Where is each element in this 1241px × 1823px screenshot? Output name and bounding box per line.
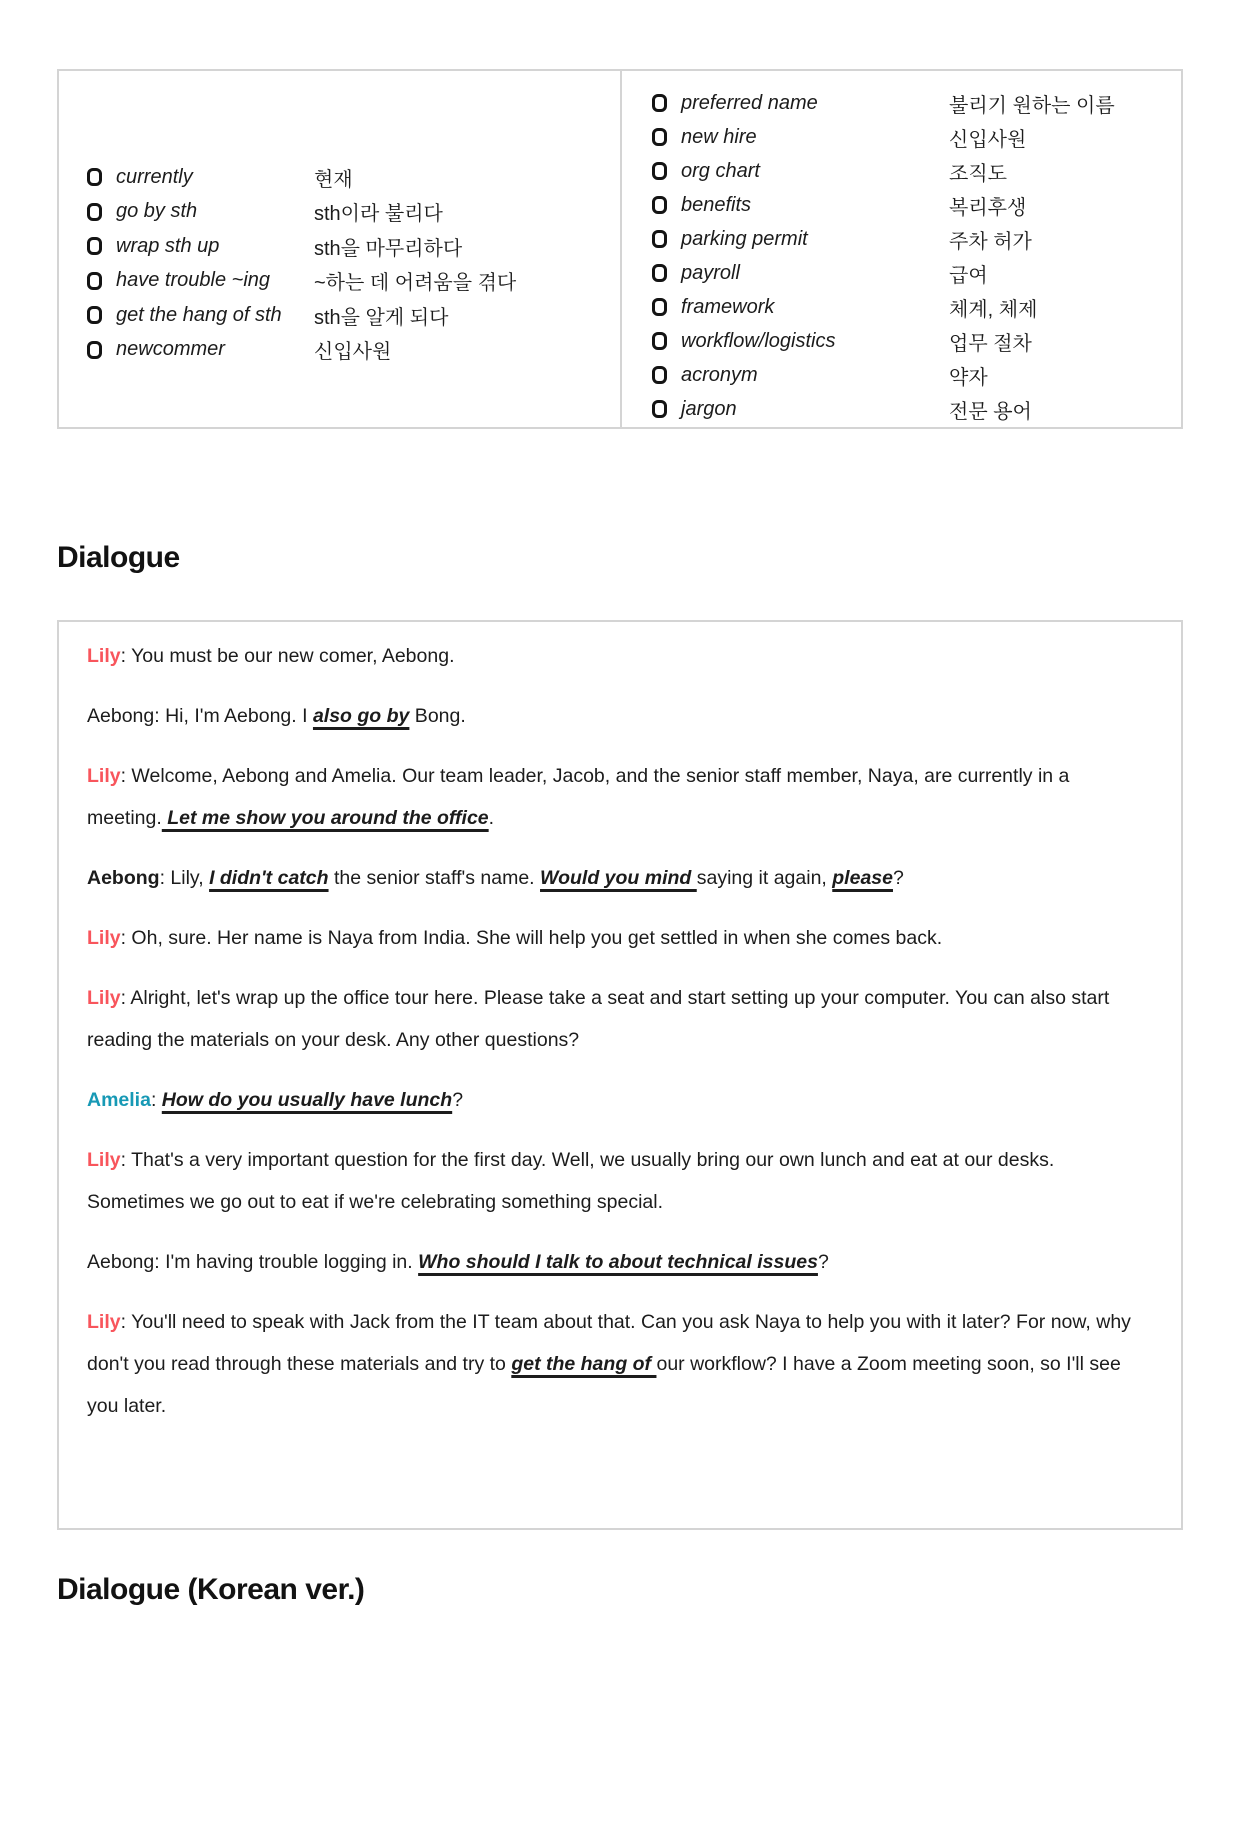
vocab-translation: sth이라 불리다 — [314, 203, 443, 226]
vocab-item — [652, 154, 1181, 188]
todo-checkbox-icon[interactable] — [652, 298, 667, 316]
speaker-name: Lily — [87, 987, 121, 1009]
vocab-translation: 전문 용어 — [949, 400, 1032, 423]
emphasized-phrase: please — [832, 867, 893, 889]
dialogue-text: : That's a very important question for the first day. Well, we usually bring our own lunch and eat at our desks. Sometimes we go out to eat if we're celebrating something special. — [87, 1149, 1055, 1213]
vocab-item — [652, 188, 1181, 222]
vocab-item — [652, 324, 1181, 358]
dialogue-line — [87, 695, 1149, 737]
emphasized-phrase: Who should I talk to about technical issues — [418, 1251, 818, 1273]
speaker-name: Lily — [87, 1311, 121, 1333]
vocab-term: newcommer — [116, 338, 225, 361]
vocab-term: preferred name — [681, 91, 818, 114]
vocab-translation: 신입사원 — [314, 341, 392, 364]
todo-checkbox-icon[interactable] — [652, 162, 667, 180]
speaker-name: Aebong — [87, 867, 160, 889]
emphasized-phrase: also go by — [312, 705, 410, 727]
todo-checkbox-icon[interactable] — [652, 196, 667, 214]
dialogue-line — [87, 755, 1149, 839]
dialogue-text: : You'll need to speak with Jack from the IT team about that. Can you ask Naya to help you with it later? For now, why don't you read through these materials and try to — [87, 1311, 1131, 1375]
vocab-translation: 신입사원 — [949, 128, 1027, 151]
vocab-term: get the hang of sth — [116, 303, 282, 326]
vocab-item — [652, 290, 1181, 324]
vocab-term: org chart — [681, 159, 760, 182]
vocab-term: framework — [681, 295, 775, 318]
vocab-translation: 현재 — [314, 168, 353, 191]
dialogue-text: : Lily, — [159, 867, 210, 889]
vocab-item — [87, 195, 620, 230]
vocab-term: acronym — [681, 363, 758, 386]
dialogue-line — [87, 917, 1149, 959]
emphasized-phrase: get the hang of — [511, 1353, 657, 1375]
vocab-term: parking permit — [681, 227, 808, 250]
emphasized-phrase: Would you mind — [540, 867, 697, 889]
dialogue-line — [87, 977, 1149, 1061]
todo-checkbox-icon[interactable] — [87, 203, 102, 221]
vocab-translation: 급여 — [949, 264, 988, 287]
dialogue-box — [57, 620, 1183, 1530]
vocab-column-left — [59, 71, 620, 427]
todo-checkbox-icon[interactable] — [87, 272, 102, 290]
emphasized-phrase: How do you usually have lunch — [161, 1089, 453, 1111]
dialogue-line — [87, 1139, 1149, 1223]
todo-checkbox-icon[interactable] — [652, 332, 667, 350]
todo-checkbox-icon[interactable] — [652, 366, 667, 384]
dialogue-text: : Alright, let's wrap up the office tour here. Please take a seat and start setting up your computer. You can also start reading the materials on your desk. Any other questions? — [87, 987, 1110, 1051]
vocab-translation: 약자 — [949, 366, 988, 389]
vocab-item — [87, 160, 620, 195]
todo-checkbox-icon[interactable] — [652, 400, 667, 418]
vocab-item — [87, 298, 620, 333]
vocab-term: jargon — [681, 397, 737, 420]
todo-checkbox-icon[interactable] — [87, 306, 102, 324]
vocab-item — [652, 86, 1181, 120]
vocab-item — [652, 120, 1181, 154]
dialogue-text: the senior staff's name. — [328, 867, 541, 889]
vocab-item — [87, 229, 620, 264]
dialogue-text: : You must be our new comer, Aebong. — [120, 645, 455, 667]
dialogue-text: our workflow? I have a Zoom meeting soon, so I'll see you later. — [87, 1353, 1121, 1417]
speaker-name: Lily — [87, 927, 121, 949]
dialogue-text: : — [150, 1089, 162, 1111]
dialogue-text: ? — [452, 1089, 464, 1111]
dialogue-korean-heading: Dialogue (Korean ver.) — [57, 1573, 365, 1606]
dialogue-line — [87, 1301, 1149, 1427]
speaker-name: Lily — [87, 765, 121, 787]
vocab-term: payroll — [681, 261, 740, 284]
vocab-translation: ~하는 데 어려움을 겪다 — [314, 272, 517, 295]
todo-checkbox-icon[interactable] — [87, 237, 102, 255]
dialogue-text: saying it again, — [696, 867, 833, 889]
emphasized-phrase: Let me show you around the office — [161, 807, 489, 829]
vocab-translation: 불리기 원하는 이름 — [949, 94, 1115, 117]
dialogue-line — [87, 1241, 1149, 1283]
vocab-translation: 업무 절차 — [949, 332, 1032, 355]
dialogue-heading: Dialogue — [57, 541, 180, 574]
dialogue-text: : Welcome, Aebong and Amelia. Our team leader, Jacob, and the senior staff member, Naya, are currently in a meeting. — [87, 765, 1070, 829]
vocab-item — [87, 264, 620, 299]
vocab-term: workflow/logistics — [681, 329, 836, 352]
todo-checkbox-icon[interactable] — [652, 264, 667, 282]
vocab-item — [652, 358, 1181, 392]
dialogue-line — [87, 1079, 1149, 1121]
emphasized-phrase: I didn't catch — [209, 867, 329, 889]
vocab-translation: 체계, 체제 — [949, 298, 1038, 321]
vocab-translation: 주차 허가 — [949, 230, 1032, 253]
todo-checkbox-icon[interactable] — [87, 341, 102, 359]
vocab-item — [652, 222, 1181, 256]
dialogue-text: ? — [817, 1251, 829, 1273]
dialogue-text: Aebong: Hi, I'm Aebong. I — [87, 705, 313, 727]
dialogue-text: Bong. — [409, 705, 466, 727]
vocab-translation: sth을 알게 되다 — [314, 306, 449, 329]
speaker-name: Amelia — [87, 1089, 151, 1111]
dialogue-text: . — [488, 807, 495, 829]
vocab-translation: 복리후생 — [949, 196, 1027, 219]
vocab-translation: 조직도 — [949, 162, 1007, 185]
vocab-term: currently — [116, 165, 193, 188]
vocab-term: new hire — [681, 125, 757, 148]
vocab-item — [652, 392, 1181, 426]
todo-checkbox-icon[interactable] — [652, 94, 667, 112]
speaker-name: Lily — [87, 645, 121, 667]
vocab-item — [652, 256, 1181, 290]
dialogue-line — [87, 635, 1149, 677]
dialogue-line — [87, 857, 1149, 899]
todo-checkbox-icon[interactable] — [87, 168, 102, 186]
vocab-term: have trouble ~ing — [116, 269, 271, 292]
dialogue-text: Aebong: I'm having trouble logging in. — [87, 1251, 419, 1273]
vocab-translation: sth을 마무리하다 — [314, 237, 463, 260]
todo-checkbox-icon[interactable] — [652, 230, 667, 248]
vocab-column-right — [620, 71, 1181, 427]
speaker-name: Lily — [87, 1149, 121, 1171]
vocab-box — [57, 69, 1183, 429]
vocab-item — [87, 333, 620, 368]
vocab-term: benefits — [681, 193, 752, 216]
dialogue-text: ? — [892, 867, 904, 889]
vocab-term: wrap sth up — [116, 234, 220, 257]
todo-checkbox-icon[interactable] — [652, 128, 667, 146]
vocab-term: go by sth — [116, 200, 198, 223]
dialogue-text: : Oh, sure. Her name is Naya from India. She will help you get settled in when she comes back. — [120, 927, 943, 949]
